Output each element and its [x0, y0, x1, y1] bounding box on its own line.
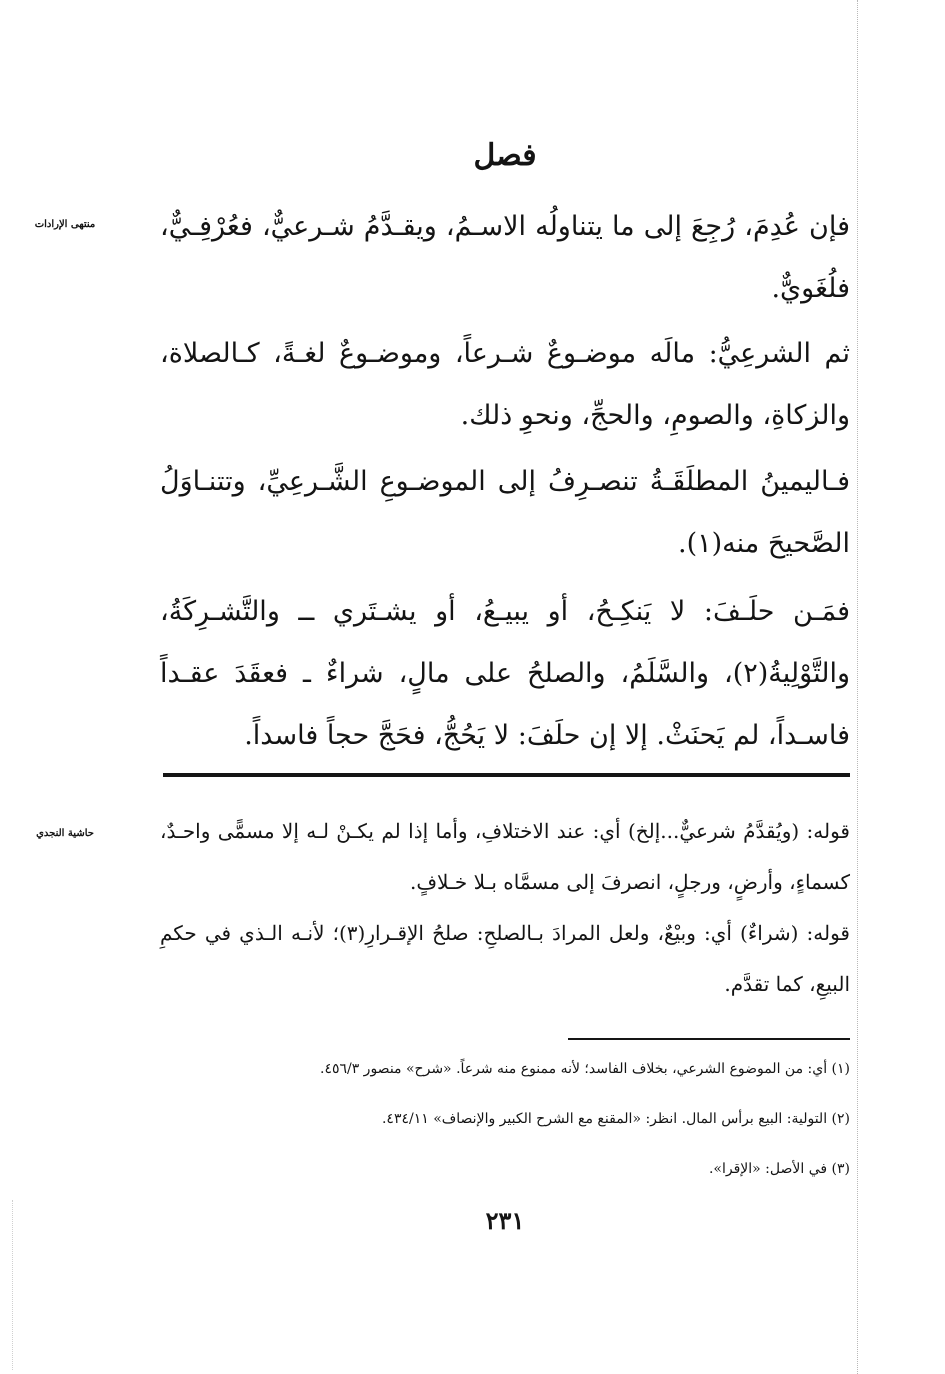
- main-paragraph-2: ثم الشرعِيُّ: مالَه موضـوعٌ شـرعاً، وموضـوعٌ لغـةً، كـالصلاة، والزكاةِ، والصومِ، والحجِّ، ونحوِ ذلك.: [160, 338, 850, 431]
- commentary-paragraph-2: قوله: (شراءٌ) أي: وبيْعٌ، ولعل المرادَ بـالصلحِ: صلحُ الإقـرارِ(٣)؛ لأنـه الـذي في حكمِ البيعِ، كما تقدَّم.: [160, 921, 850, 996]
- footnote-3: (٣) في الأصل: «الإقرا».: [708, 1161, 850, 1177]
- main-paragraph-4: فمَـن حلَـفَ: لا يَنكِـحُ، أو يبيـعُ، أو يشـتَري ــ والتَّشـرِكَةُ، والتَّوْلِيةُ(٢)، والسَّلَمُ، والصلحُ على مالٍ، شراءٌ ـ فعقَدَ عقـداً فاسـداً، لم يَحنَثْ. إلا إن حلَفَ: لا يَحُجُّ، فحَجَّ حجاً فاسداً.: [160, 596, 850, 751]
- page-number: ٢٣١: [485, 1206, 525, 1235]
- main-text-divider: [163, 773, 850, 777]
- main-paragraph-3: فـاليمينُ المطلَقَـةُ تنصـرِفُ إلى الموضـوعِ الشَّـرعِيِّ، وتتنـاوَلُ الصَّحيحَ منه(١).: [160, 466, 850, 559]
- section-heading: فصل: [473, 138, 537, 173]
- footnote-1: (١) أي: من الموضوع الشرعي، بخلاف الفاسد؛ لأنه ممنوع منه شرعاً. «شرح» منصور ٤٥٦/٣.: [319, 1061, 850, 1077]
- scan-edge-line: [857, 0, 858, 1374]
- footnote-divider: [568, 1038, 850, 1040]
- main-paragraph-1: فإن عُدِمَ، رُجِعَ إلى ما يتناولُه الاسـمُ، ويقـدَّمُ شـرعيٌّ، فعُرْفِـيٌّ، فلُغَويٌّ.: [160, 211, 850, 304]
- scan-edge-line-left: [12, 1200, 13, 1370]
- footnote-2: (٢) التولية: البيع برأس المال. انظر: «المقنع مع الشرح الكبير والإنصاف» ٤٣٤/١١.: [381, 1111, 850, 1127]
- margin-label-commentary: حاشية النجدي: [36, 828, 94, 839]
- margin-label-source: منتهى الإرادات: [34, 219, 96, 230]
- commentary-paragraph-1: قوله: (ويُقدَّمُ شرعيٌّ...إلخ) أي: عند الاختلافِ، وأما إذا لم يكـنْ لـه إلا مسمًّى واحـدٌ، كسماءٍ، وأرضٍ، ورجلٍ، انصرفَ إلى مسمَّاه بـلا خـلافٍ.: [160, 819, 850, 894]
